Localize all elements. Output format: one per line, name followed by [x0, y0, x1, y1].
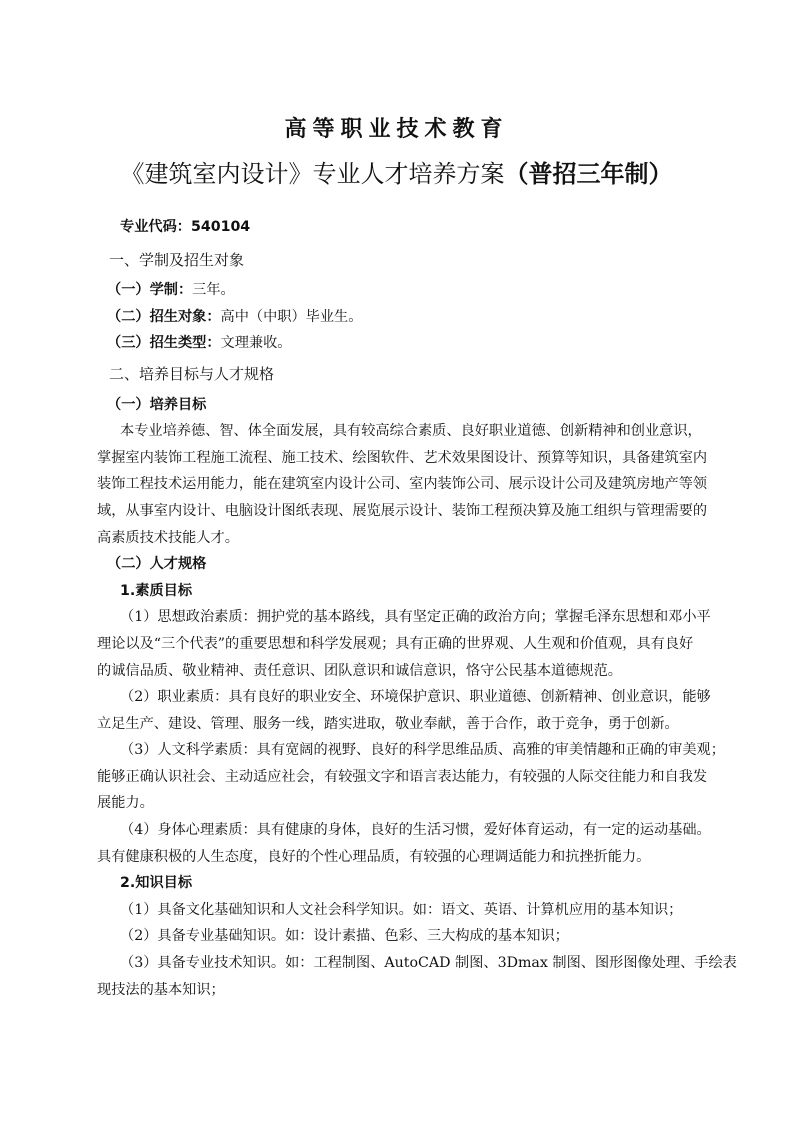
- enrollment-item: [97, 330, 705, 357]
- paragraph-line: 展能力。: [97, 795, 154, 812]
- document-title: 高等职业技术教育: [284, 117, 509, 142]
- major-code-value: 540104: [190, 219, 251, 235]
- list-paragraph: [97, 737, 725, 817]
- paragraph-line: 立足生产、建设、管理、服务一线，踏实进取，敬业奉献，善于合作，敢于竞争，勇于创新。: [97, 715, 679, 732]
- paragraph-line: （4）身体心理素质：具有健康的身体，良好的生活习惯，爱好体育运动，有一定的运动基础。: [120, 822, 711, 839]
- quality-goals-heading: 1.素质目标: [120, 582, 193, 599]
- list-paragraph: [97, 897, 705, 924]
- paragraph-line: 高素质技术技能人才。: [97, 529, 239, 546]
- knowledge-goals-list: [97, 897, 737, 1003]
- paragraph-line: 装饰工程技术运用能力，能在建筑室内设计公司、室内装饰公司、展示设计公司及建筑房地产等领: [97, 476, 708, 493]
- document-subtitle: [0, 154, 793, 189]
- item-value: 三年。: [192, 282, 235, 299]
- item-value: 文理兼收。: [220, 335, 292, 352]
- enrollment-item: [97, 277, 705, 304]
- list-paragraph: [97, 684, 711, 737]
- item-label: （一）学制：: [107, 282, 193, 299]
- paragraph-line: 的诚信品质、敬业精神、责任意识、团队意识和诚信意识，恪守公民基本道德规范。: [97, 662, 622, 679]
- list-paragraph: [97, 604, 711, 684]
- section1-heading: 一、学制及招生对象: [109, 250, 245, 269]
- item-value: 高中（中职）毕业生。: [220, 308, 363, 325]
- section2-heading: 二、培养目标与人才规格: [109, 364, 275, 383]
- paragraph-line: （3）具备专业技术知识。如：工程制图、AutoCAD 制图、3Dmax 制图、图形图像处理、手绘表: [120, 955, 737, 972]
- enrollment-item: [97, 304, 705, 331]
- knowledge-goals-heading: 2.知识目标: [120, 875, 193, 892]
- major-code: [120, 214, 705, 241]
- training-goal-paragraph: [97, 418, 708, 551]
- section1-items: [97, 277, 705, 357]
- item-label: （三）招生类型：: [107, 335, 221, 352]
- document-body: [97, 214, 737, 1003]
- paragraph-line: （1）具备文化基础知识和人文社会科学知识。如：语文、英语、计算机应用的基本知识；: [120, 901, 683, 918]
- subtitle-main: 《建筑室内设计》专业人才培养方案: [120, 160, 505, 188]
- quality-goals-list: [97, 604, 725, 870]
- talent-spec-heading: （二）人才规格: [107, 556, 207, 573]
- paragraph-line: （3）人文科学素质：具有宽阔的视野、良好的科学思维品质、高雅的审美情趣和正确的审美观；: [120, 742, 725, 759]
- paragraph-line: 本专业培养德、智、体全面发展，具有较高综合素质、良好职业道德、创新精神和创业意识，: [120, 423, 702, 440]
- paragraph-line: （2）职业素质：具有良好的职业安全、环境保护意识、职业道德、创新精神、创业意识，能够: [120, 689, 711, 706]
- major-code-label: 专业代码：: [120, 219, 191, 235]
- paragraph-line: 现技法的基本知识；: [97, 981, 225, 998]
- list-paragraph: [97, 923, 705, 950]
- paragraph-line: 域，从事室内设计、电脑设计图纸表现、展览展示设计、装饰工程预决算及施工组织与管理需要的: [97, 502, 708, 519]
- paragraph-line: （2）具备专业基础知识。如：设计素描、色彩、三大构成的基本知识；: [120, 928, 569, 945]
- paragraph-line: 理论以及“三个代表”的重要思想和科学发展观；具有正确的世界观、人生观和价值观，具有良好: [97, 635, 694, 652]
- subtitle-bold: （普招三年制）: [504, 160, 673, 188]
- training-goal-heading: （一）培养目标: [107, 396, 207, 413]
- item-label: （二）招生对象：: [107, 308, 221, 325]
- list-paragraph: [97, 950, 737, 1003]
- paragraph-line: 具有健康积极的人生态度，良好的个性心理品质，有较强的心理调适能力和抗挫折能力。: [97, 848, 651, 865]
- list-paragraph: [97, 817, 711, 870]
- paragraph-line: 能够正确认识社会、主动适应社会，有较强文字和语言表达能力，有较强的人际交往能力和自我发: [97, 768, 708, 785]
- paragraph-line: 掌握室内装饰工程施工流程、施工技术、绘图软件、艺术效果图设计、预算等知识，具备建筑室内: [97, 449, 708, 466]
- paragraph-line: （1）思想政治素质：拥护党的基本路线，具有坚定正确的政治方向；掌握毛泽东思想和邓小平: [120, 609, 711, 626]
